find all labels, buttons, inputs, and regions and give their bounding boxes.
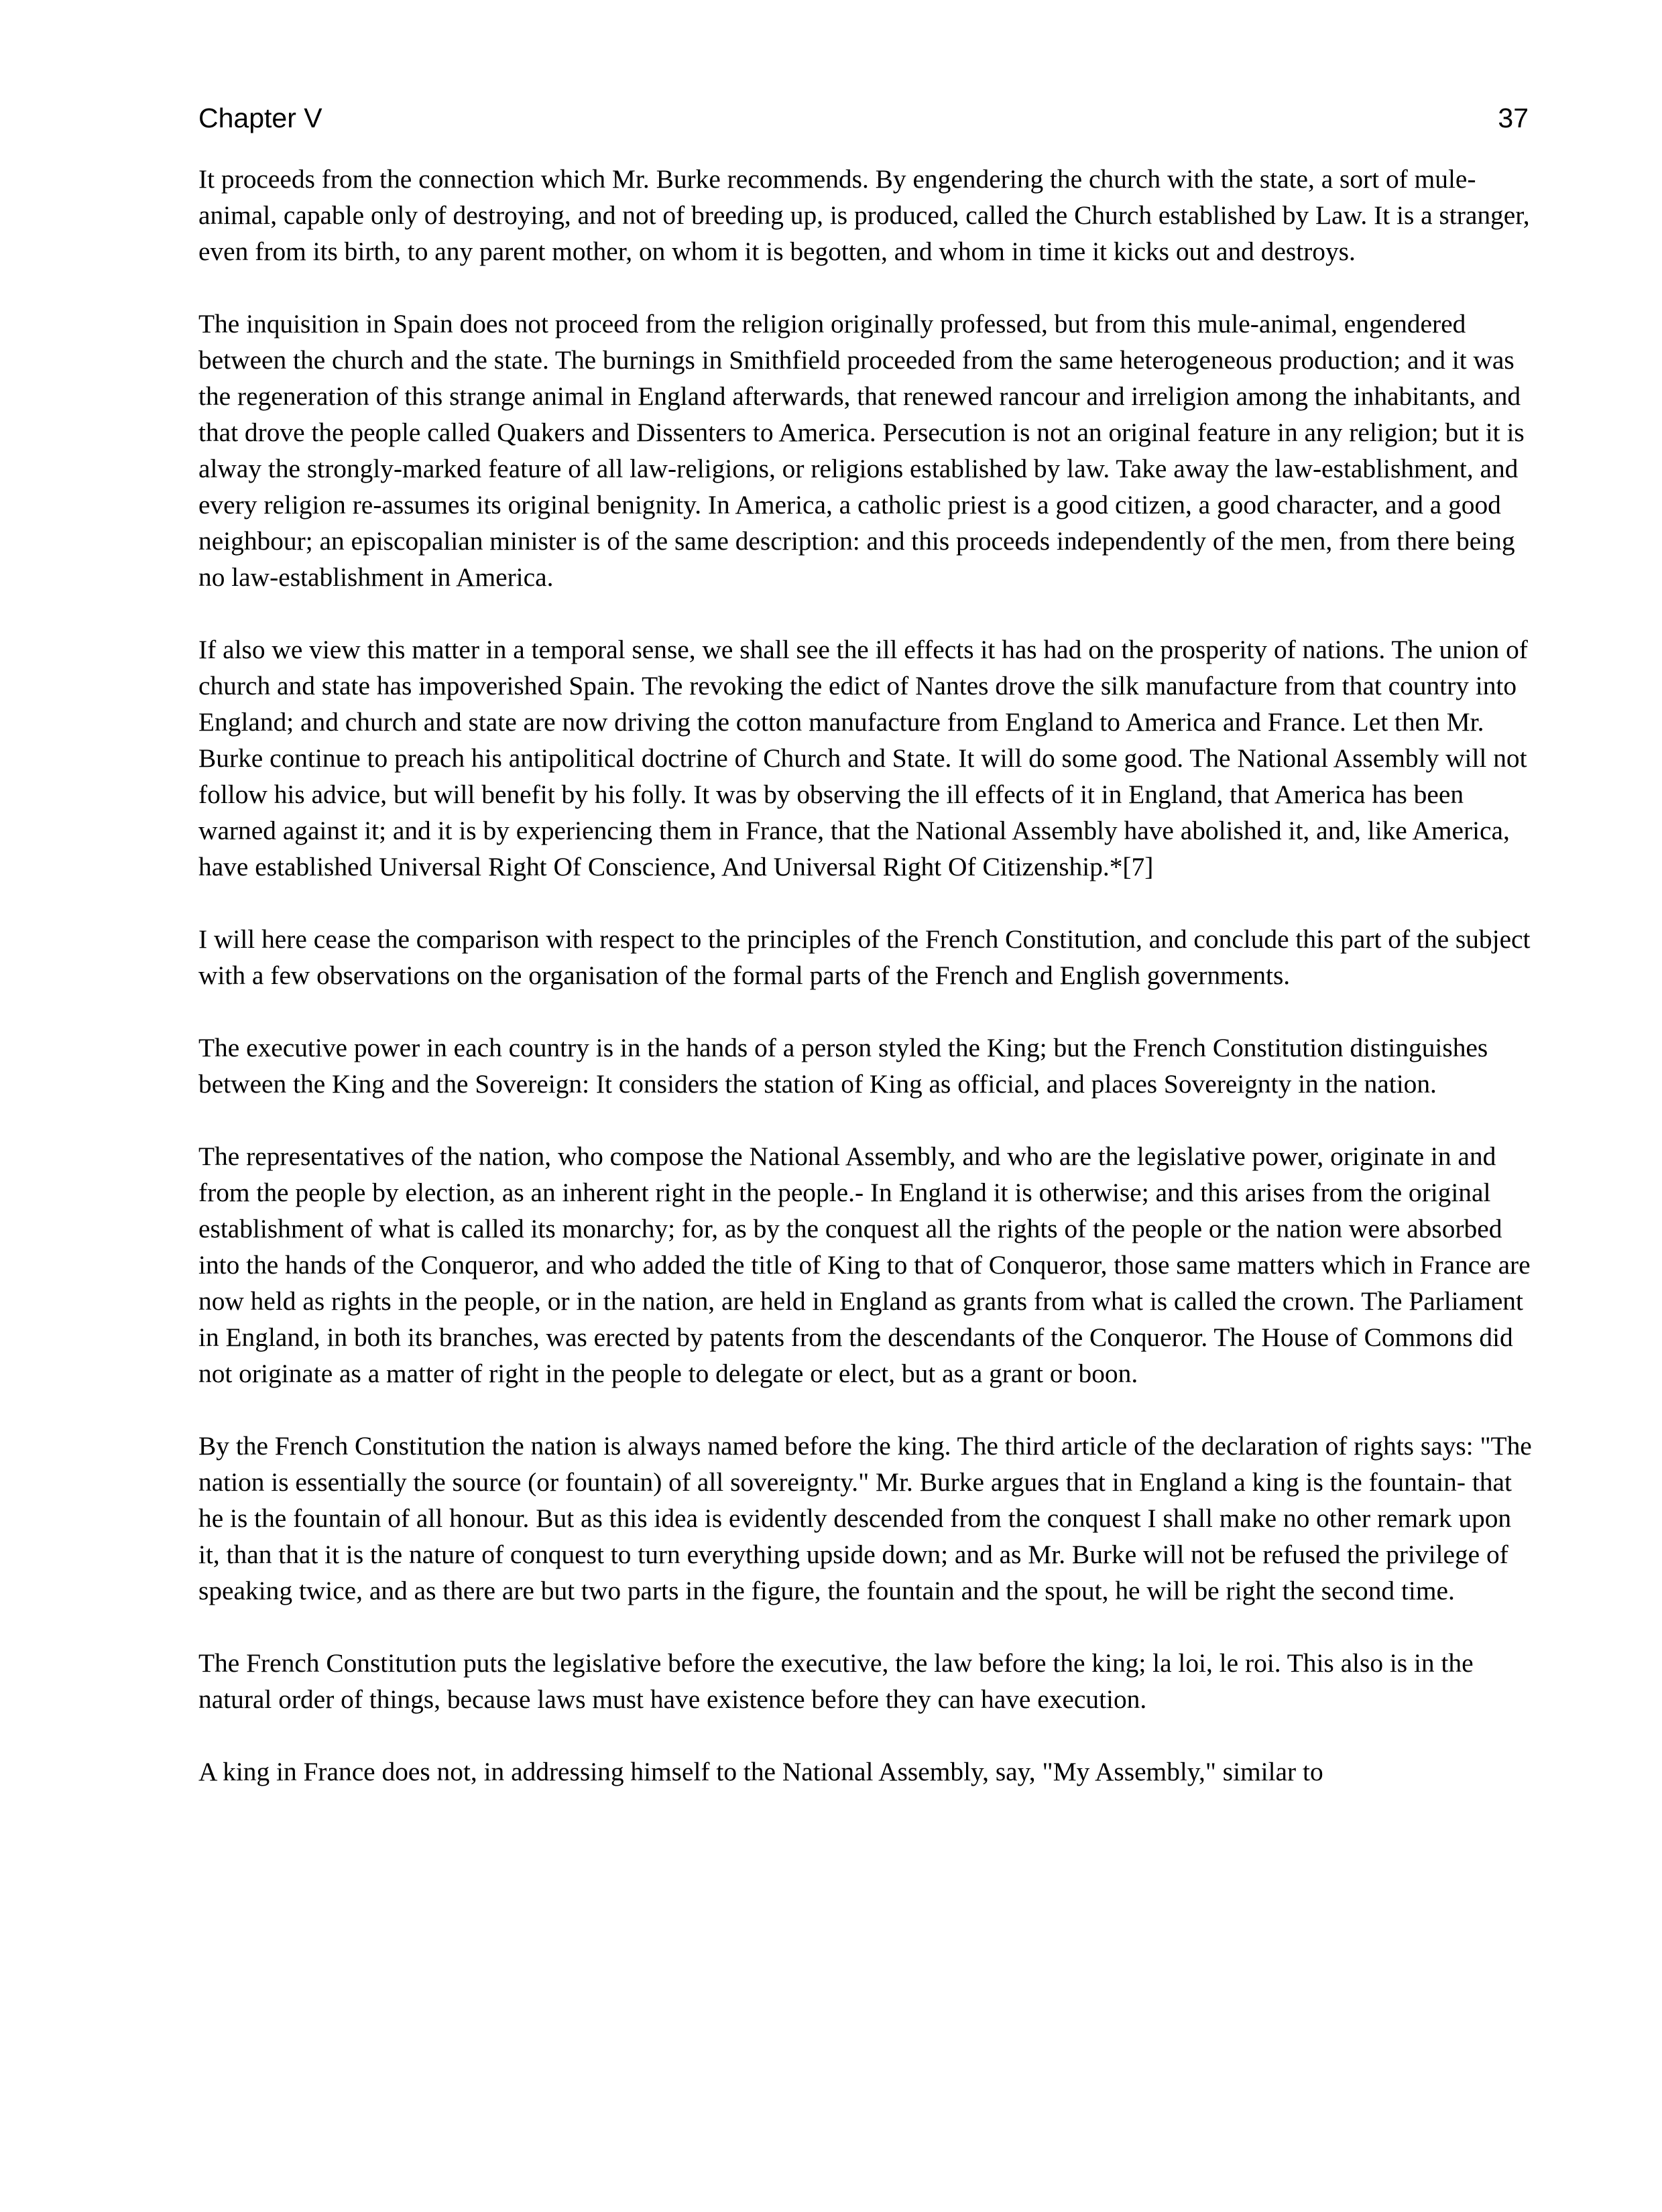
running-header xyxy=(198,98,1529,138)
page-number: 37 xyxy=(1498,103,1529,133)
paragraph-7: By the French Constitution the nation is always named before the king. The third article of the declaration of rights says: "The nation is essentially the source (or fountain) of all sovereignty." Mr. Burke argues that in England a king is the fountain- that he is the fountain of all honour. But as this idea is evidently descended from the conquest I shall make no other remark upon it, than that it is the nature of conquest to turn everything upside down; and as Mr. Burke will not be refused the privilege of speaking twice, and as there are but two parts in the figure, the fountain and the spout, he will be right the second time. xyxy=(198,1431,1532,1605)
body-text xyxy=(198,161,1533,1826)
paragraph-9: A king in France does not, in addressing himself to the National Assembly, say, "My Assembly," similar to xyxy=(198,1757,1323,1786)
paragraph-4: I will here cease the comparison with respect to the principles of the French Constitution, and conclude this part of the subject with a few observations on the organisation of the formal parts of the French and English governments. xyxy=(198,924,1531,990)
paragraph-5: The executive power in each country is in the hands of a person styled the King; but the French Constitution distinguishes between the King and the Sovereign: It considers the station of King as official, and places Sovereignty in the nation. xyxy=(198,1033,1488,1099)
chapter-title: Chapter V xyxy=(198,103,322,133)
paragraph-3: If also we view this matter in a temporal sense, we shall see the ill effects it has had on the prosperity of nations. The union of church and state has impoverished Spain. The revoking the edict of Nantes drove the silk manufacture from that country into England; and church and state are now driving the cotton manufacture from England to America and France. Let then Mr. Burke continue to preach his antipolitical doctrine of Church and State. It will do some good. The National Assembly will not follow his advice, but will benefit by his folly. It was by observing the ill effects of it in England, that America has been warned against it; and it is by experiencing them in France, that the National Assembly have abolished it, and, like America, have established Universal Right Of Conscience, And Universal Right Of Citizenship.*[7] xyxy=(198,635,1528,881)
paragraph-8: The French Constitution puts the legislative before the executive, the law before the king; la loi, le roi. This also is in the natural order of things, because laws must have existence before they can have execution. xyxy=(198,1648,1474,1714)
paragraph-1: It proceeds from the connection which Mr. Burke recommends. By engendering the church with the state, a sort of mule-animal, capable only of destroying, and not of breeding up, is produced, called the Church established by Law. It is a stranger, even from its birth, to any parent mother, on whom it is begotten, and whom in time it kicks out and destroys. xyxy=(198,164,1530,266)
paragraph-2: The inquisition in Spain does not proceed from the religion originally professed, but from this mule-animal, engendered between the church and the state. The burnings in Smithfield proceeded from the same heterogeneous production; and it was the regeneration of this strange animal in England afterwards, that renewed rancour and irreligion among the inhabitants, and that drove the people called Quakers and Dissenters to America. Persecution is not an original feature in any religion; but it is alway the strongly-marked feature of all law-religions, or religions established by law. Take away the law-establishment, and every religion re-assumes its original benignity. In America, a catholic priest is a good citizen, a good character, and a good neighbour; an episcopalian minister is of the same description: and this proceeds independently of the men, from there being no law-establishment in America. xyxy=(198,309,1525,592)
paragraph-6: The representatives of the nation, who compose the National Assembly, and who are the legislative power, originate in and from the people by election, as an inherent right in the people.- In England it is otherwise; and this arises from the original establishment of what is called its monarchy; for, as by the conquest all the rights of the people or the nation were absorbed into the hands of the Conqueror, and who added the title of King to that of Conqueror, those same matters which in France are now held as rights in the people, or in the nation, are held in England as grants from what is called the crown. The Parliament in England, in both its branches, was erected by patents from the descendants of the Conqueror. The House of Commons did not originate as a matter of right in the people to delegate or elect, but as a grant or boon. xyxy=(198,1142,1531,1388)
